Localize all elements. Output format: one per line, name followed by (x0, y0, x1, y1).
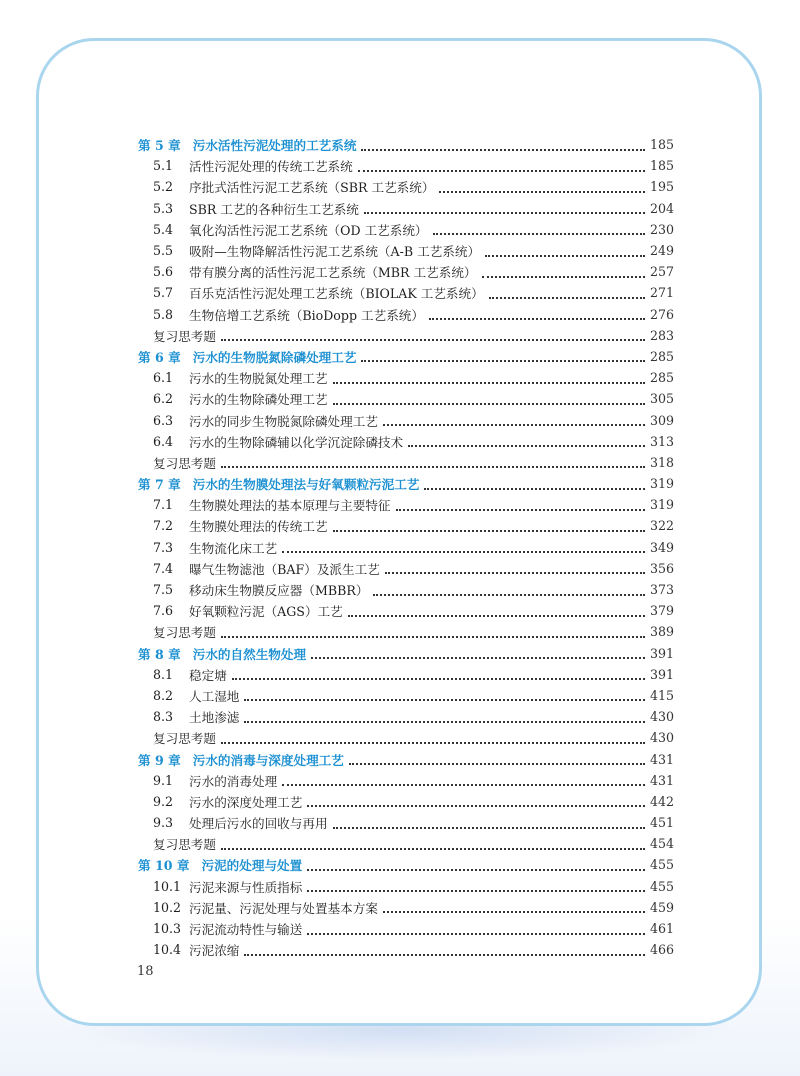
dot-leader (373, 582, 645, 596)
table-of-contents (138, 134, 674, 960)
toc-entry-title: 污泥的处理与处置 (201, 858, 303, 874)
toc-entry-title: 污水的生物脱氮除磷处理工艺 (192, 349, 357, 365)
dot-leader (383, 412, 645, 426)
toc-entry-title: 生物膜处理法的基本原理与主要特征 (189, 498, 391, 514)
toc-chapter-row[interactable] (138, 854, 674, 875)
toc-page-number: 185 (649, 158, 674, 174)
toc-entry-number: 10.3 (153, 921, 182, 937)
toc-entry-title: 复习思考题 (153, 731, 216, 747)
toc-section-row[interactable] (138, 494, 674, 515)
toc-page-number: 322 (649, 518, 674, 534)
toc-page-number: 431 (649, 772, 674, 788)
toc-page-number: 391 (649, 645, 674, 661)
toc-entry-title: 污水的消毒处理 (189, 773, 278, 789)
toc-section-row[interactable] (138, 706, 674, 727)
toc-page-number: 276 (649, 306, 674, 322)
toc-page-number: 305 (649, 391, 674, 407)
toc-entry-number: 7.4 (153, 560, 174, 576)
toc-entry-title: SBR 工艺的各种衍生工艺系统 (189, 201, 359, 217)
toc-section-row[interactable] (138, 579, 674, 600)
dot-leader (433, 221, 645, 235)
toc-page-number: 313 (649, 433, 674, 449)
dot-leader (383, 899, 645, 913)
toc-page-number: 455 (649, 857, 674, 873)
dot-leader (221, 327, 645, 341)
toc-section-row[interactable] (138, 219, 674, 240)
toc-section-row[interactable] (138, 515, 674, 536)
toc-entry-number: 7.1 (153, 497, 174, 513)
toc-entry-number: 10.1 (153, 878, 182, 894)
toc-page-number: 373 (649, 582, 674, 598)
toc-section-row[interactable] (138, 812, 674, 833)
toc-page-number: 318 (649, 454, 674, 470)
toc-entry-title: 污水的同步生物脱氮除磷处理工艺 (189, 413, 378, 429)
toc-entry-title: 稳定塘 (189, 667, 227, 683)
dot-leader (485, 243, 645, 257)
toc-page-number: 430 (649, 709, 674, 725)
toc-page-number: 379 (649, 603, 674, 619)
toc-entry-number: 5.1 (153, 158, 174, 174)
dot-leader (429, 306, 645, 320)
toc-entry-title: 带有膜分离的活性污泥工艺系统（MBR 工艺系统） (189, 265, 477, 281)
toc-entry-number: 第 5 章 (138, 138, 181, 154)
toc-page-number: 461 (649, 921, 674, 937)
toc-page-number: 455 (649, 878, 674, 894)
toc-entry-number: 6.1 (153, 370, 174, 386)
toc-entry-number: 6.4 (153, 433, 174, 449)
toc-page-number: 319 (649, 497, 674, 513)
dot-leader (489, 285, 645, 299)
toc-entry-title: 污泥来源与性质指标 (189, 879, 303, 895)
dot-leader (364, 200, 645, 214)
toc-page-number: 283 (649, 327, 674, 343)
dot-leader (311, 645, 645, 659)
toc-section-row[interactable] (138, 918, 674, 939)
toc-page-number: 356 (649, 560, 674, 576)
toc-entry-number: 7.3 (153, 539, 174, 555)
toc-entry-number: 第 9 章 (138, 752, 181, 768)
dot-leader (307, 857, 645, 871)
toc-review-row[interactable] (138, 833, 674, 854)
toc-chapter-row[interactable] (138, 346, 674, 367)
toc-entry-number: 7.2 (153, 518, 174, 534)
toc-entry-title: 复习思考题 (153, 837, 216, 853)
toc-entry-number: 5.5 (153, 243, 174, 259)
toc-section-row[interactable] (138, 897, 674, 918)
toc-section-row[interactable] (138, 388, 674, 409)
toc-entry-title: 污水的生物除磷辅以化学沉淀除磷技术 (189, 434, 404, 450)
toc-entry-number: 5.3 (153, 200, 174, 216)
dot-leader (221, 836, 645, 850)
toc-chapter-row[interactable] (138, 748, 674, 769)
toc-review-row[interactable] (138, 727, 674, 748)
toc-section-row[interactable] (138, 664, 674, 685)
dot-leader (333, 370, 645, 384)
toc-page-number: 285 (649, 370, 674, 386)
toc-entry-title: 生物膜处理法的传统工艺 (189, 519, 328, 535)
toc-section-row[interactable] (138, 304, 674, 325)
toc-section-row[interactable] (138, 176, 674, 197)
toc-entry-number: 9.3 (153, 815, 174, 831)
toc-chapter-row[interactable] (138, 643, 674, 664)
toc-page-number: 257 (649, 264, 674, 280)
toc-section-row[interactable] (138, 155, 674, 176)
toc-entry-title: 污水的自然生物处理 (192, 646, 307, 662)
dot-leader (349, 751, 645, 765)
toc-page-number: 195 (649, 179, 674, 195)
toc-section-row[interactable] (138, 770, 674, 791)
toc-review-row[interactable] (138, 325, 674, 346)
toc-entry-title: 移动床生物膜反应器（MBBR） (189, 583, 369, 599)
dot-leader (333, 391, 645, 405)
toc-entry-number: 5.6 (153, 264, 174, 280)
toc-entry-title: 活性污泥处理的传统工艺系统 (189, 159, 353, 175)
toc-entry-title: 污泥浓缩 (189, 943, 240, 959)
dot-leader (244, 709, 645, 723)
dot-leader (221, 624, 645, 638)
toc-entry-title: 生物流化床工艺 (189, 540, 278, 556)
toc-entry-title: 人工湿地 (189, 688, 240, 704)
toc-entry-title: 污水的消毒与深度处理工艺 (192, 752, 344, 768)
dot-leader (282, 772, 645, 786)
toc-section-row[interactable] (138, 240, 674, 261)
toc-page-number: 285 (649, 348, 674, 364)
toc-page-number: 391 (649, 666, 674, 682)
toc-entry-number: 9.2 (153, 793, 174, 809)
toc-page-number: 415 (649, 687, 674, 703)
toc-page-number: 271 (649, 285, 674, 301)
dot-leader (307, 878, 645, 892)
toc-entry-title: 污水的生物膜处理法与好氧颗粒污泥工艺 (192, 477, 420, 493)
toc-entry-title: 处理后污水的回收与再用 (189, 816, 328, 832)
toc-section-row[interactable] (138, 261, 674, 282)
toc-section-row[interactable] (138, 431, 674, 452)
dot-leader (282, 539, 645, 553)
toc-entry-title: 序批式活性污泥工艺系统（SBR 工艺系统） (189, 180, 435, 196)
toc-entry-title: 污泥量、污泥处理与处置基本方案 (189, 900, 378, 916)
dot-leader (358, 158, 645, 172)
toc-section-row[interactable] (138, 367, 674, 388)
toc-entry-title: 氧化沟活性污泥工艺系统（OD 工艺系统） (189, 222, 428, 238)
toc-section-row[interactable] (138, 939, 674, 960)
toc-section-row[interactable] (138, 600, 674, 621)
toc-chapter-row[interactable] (138, 473, 674, 494)
dot-leader (221, 454, 645, 468)
toc-section-row[interactable] (138, 282, 674, 303)
toc-entry-title: 好氧颗粒污泥（AGS）工艺 (189, 604, 343, 620)
toc-entry-number: 第 10 章 (138, 858, 190, 874)
toc-entry-title: 复习思考题 (153, 455, 216, 471)
toc-page-number: 309 (649, 412, 674, 428)
toc-page-number: 185 (649, 137, 674, 153)
toc-entry-title: 生物倍增工艺系统（BioDopp 工艺系统） (189, 307, 424, 323)
dot-leader (244, 942, 645, 956)
toc-entry-number: 第 8 章 (138, 646, 181, 662)
toc-page-number: 451 (649, 815, 674, 831)
toc-page-number: 230 (649, 221, 674, 237)
toc-entry-title: 污水的深度处理工艺 (189, 794, 303, 810)
dot-leader (396, 497, 645, 511)
toc-entry-number: 10.4 (153, 942, 182, 958)
toc-entry-title: 土地渗滤 (189, 710, 240, 726)
dot-leader (348, 603, 645, 617)
toc-page-number: 319 (649, 476, 674, 492)
dot-leader (439, 179, 644, 193)
dot-leader (361, 348, 645, 362)
toc-page-number: 430 (649, 730, 674, 746)
toc-page-number: 204 (649, 200, 674, 216)
toc-entry-number: 5.7 (153, 285, 174, 301)
toc-entry-title: 曝气生物滤池（BAF）及派生工艺 (189, 561, 380, 577)
toc-section-row[interactable] (138, 537, 674, 558)
dot-leader (244, 687, 645, 701)
toc-review-row[interactable] (138, 621, 674, 642)
dot-leader (307, 921, 645, 935)
toc-entry-title: 复习思考题 (153, 328, 216, 344)
dot-leader (221, 730, 645, 744)
toc-section-row[interactable] (138, 791, 674, 812)
toc-page-number: 389 (649, 624, 674, 640)
toc-entry-number: 5.8 (153, 306, 174, 322)
dot-leader (333, 518, 645, 532)
toc-page-number: 442 (649, 793, 674, 809)
dot-leader (333, 815, 645, 829)
toc-chapter-row[interactable] (138, 134, 674, 155)
toc-page-number: 431 (649, 751, 674, 767)
toc-entry-number: 7.6 (153, 603, 174, 619)
toc-entry-number: 8.1 (153, 666, 174, 682)
toc-entry-number: 9.1 (153, 772, 174, 788)
toc-entry-title: 污泥流动特性与输送 (189, 922, 303, 938)
toc-review-row[interactable] (138, 452, 674, 473)
toc-entry-number: 10.2 (153, 899, 182, 915)
dot-leader (424, 476, 645, 490)
toc-entry-number: 第 6 章 (138, 349, 181, 365)
dot-leader (232, 666, 645, 680)
dot-leader (408, 433, 645, 447)
toc-section-row[interactable] (138, 685, 674, 706)
toc-section-row[interactable] (138, 198, 674, 219)
toc-page-number: 466 (649, 942, 674, 958)
toc-entry-number: 5.4 (153, 221, 174, 237)
toc-entry-number: 8.2 (153, 687, 174, 703)
dot-leader (385, 560, 645, 574)
dot-leader (361, 137, 645, 151)
toc-entry-title: 污水活性污泥处理的工艺系统 (192, 138, 357, 154)
toc-page-number: 349 (649, 539, 674, 555)
toc-section-row[interactable] (138, 409, 674, 430)
toc-entry-title: 百乐克活性污泥处理工艺系统（BIOLAK 工艺系统） (189, 286, 484, 302)
toc-entry-title: 污水的生物脱氮处理工艺 (189, 371, 328, 387)
dot-leader (307, 793, 645, 807)
dot-leader (482, 264, 645, 278)
toc-entry-number: 7.5 (153, 582, 174, 598)
toc-entry-number: 6.2 (153, 391, 174, 407)
toc-entry-number: 5.2 (153, 179, 174, 195)
toc-entry-number: 8.3 (153, 709, 174, 725)
toc-section-row[interactable] (138, 876, 674, 897)
toc-entry-number: 6.3 (153, 412, 174, 428)
toc-page-number: 249 (649, 243, 674, 259)
toc-entry-title: 复习思考题 (153, 625, 216, 641)
toc-entry-number: 第 7 章 (138, 477, 181, 493)
toc-entry-title: 吸附—生物降解活性污泥工艺系统（A-B 工艺系统） (189, 244, 481, 260)
toc-section-row[interactable] (138, 558, 674, 579)
page-folio: 18 (137, 964, 154, 979)
toc-page-number: 454 (649, 836, 674, 852)
toc-page-number: 459 (649, 899, 674, 915)
toc-entry-title: 污水的生物除磷处理工艺 (189, 392, 328, 408)
